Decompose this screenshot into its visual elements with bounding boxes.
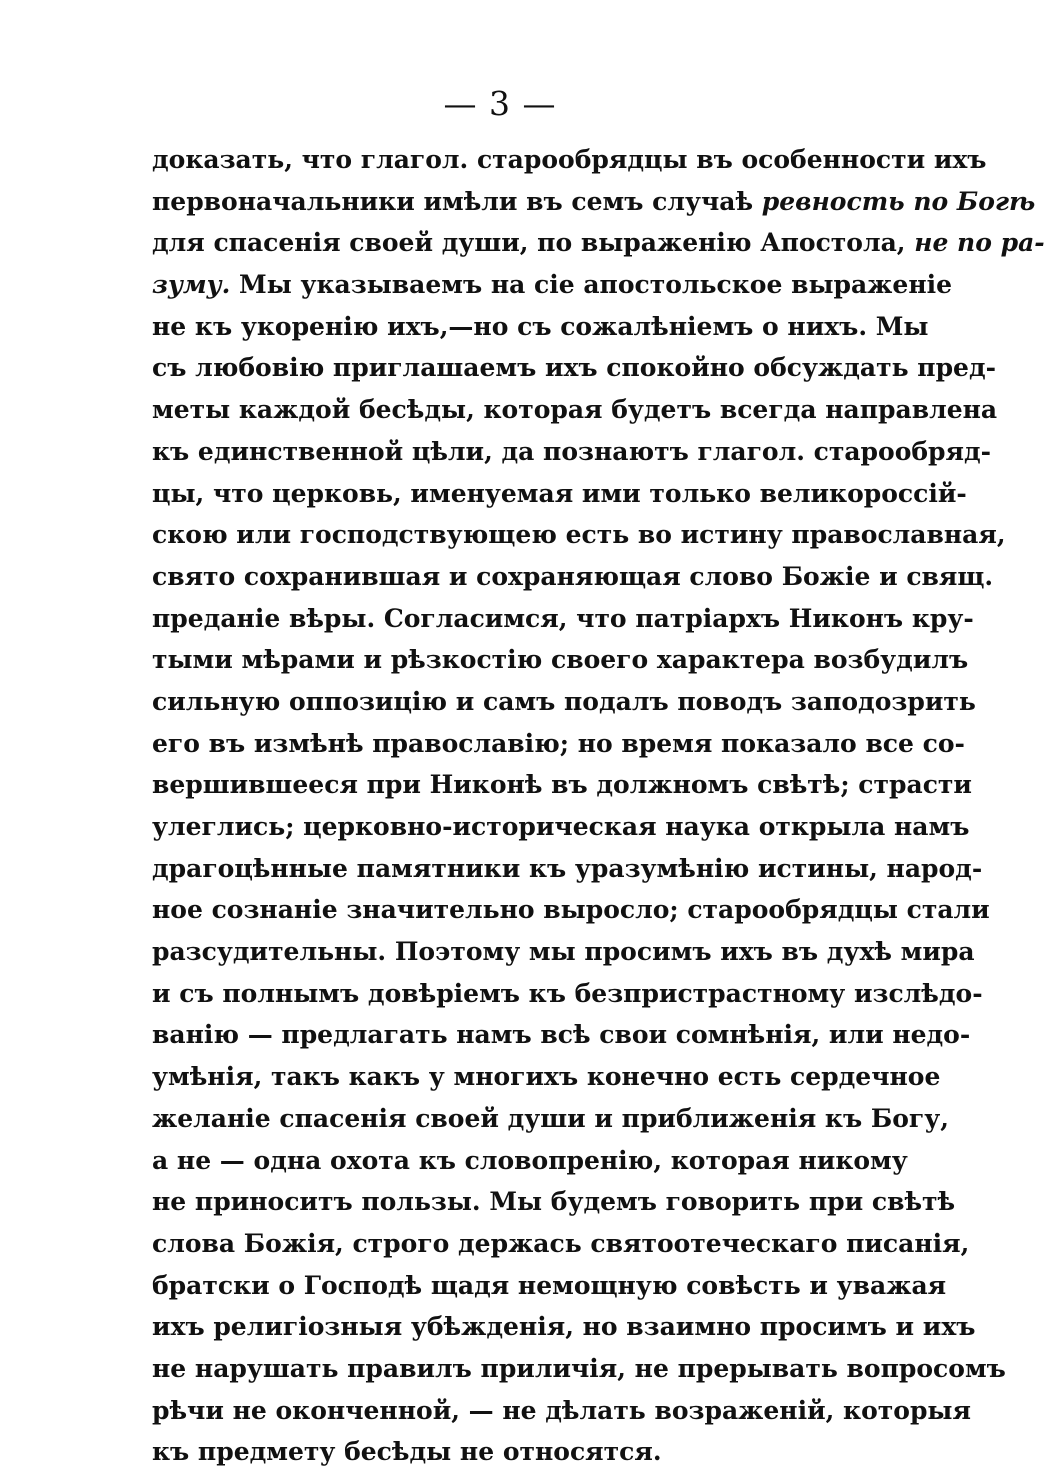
text-segment: ванію — предлагать намъ всѣ свои сомнѣнія, или недо-	[152, 1020, 971, 1050]
text-segment: преданіе вѣры. Согласимся, что патріархъ Никонъ кру-	[152, 603, 974, 633]
text-line	[152, 1223, 970, 1265]
text-segment: желаніе спасенія своей души и приближенія къ Богу,	[152, 1103, 949, 1133]
text-line	[152, 389, 998, 431]
text-segment: для спасенія своей души, по выраженію Апостола,	[152, 228, 915, 258]
text-segment: тыми мѣрами и рѣзкостію своего характера возбудилъ	[152, 645, 969, 675]
text-line	[152, 848, 983, 890]
text-line	[152, 598, 974, 640]
text-line	[152, 1181, 956, 1223]
text-line	[152, 1098, 949, 1140]
text-segment: сильную оппозицію и самъ подалъ поводъ заподозрить	[152, 686, 976, 716]
text-segment: не приноситъ пользы. Мы будемъ говорить при свѣтѣ	[152, 1187, 956, 1217]
text-line	[152, 1431, 852, 1473]
text-segment: свято сохранившая и сохраняющая слово Божіе и свящ.	[152, 561, 994, 591]
text-segment: не нарушать правилъ приличія, не прерывать вопросомъ	[152, 1353, 1006, 1383]
text-segment: драгоцѣнные памятники къ уразумѣнію истины, народ-	[152, 853, 983, 883]
text-line	[152, 1265, 947, 1307]
text-segment: къ единственной цѣли, да познаютъ глагол. старообряд-	[152, 436, 992, 466]
text-segment: улеглись; церковно-историческая наука открыла намъ	[152, 812, 970, 841]
text-line	[152, 222, 1045, 264]
text-line	[152, 1140, 908, 1182]
italic-segment: не по ра-	[914, 228, 1045, 258]
text-segment: къ предмету бесѣды не относятся.	[152, 1437, 662, 1467]
text-line	[152, 764, 972, 806]
text-line	[152, 931, 975, 973]
text-line	[152, 556, 994, 598]
text-line	[152, 139, 987, 181]
text-segment: слова Божія, строго держась святоотеческаго писанія,	[152, 1228, 970, 1258]
text-segment: умѣнія, такъ какъ у многихъ конечно есть сердечное	[152, 1062, 941, 1092]
text-segment: Мы указываемъ на сіе апостольское выраженіе	[230, 270, 953, 300]
text-segment: его въ измѣнѣ православію; но время показало все со-	[152, 728, 965, 758]
text-line	[152, 806, 970, 848]
italic-segment: зуму.	[152, 270, 231, 300]
text-line	[152, 681, 976, 723]
text-segment: первоначальники имѣли въ семъ случаѣ	[152, 186, 762, 216]
text-line	[152, 639, 969, 681]
text-line	[152, 1348, 1006, 1390]
text-line	[152, 1056, 941, 1098]
text-segment: съ любовію приглашаемъ ихъ спокойно обсуждать пред-	[152, 353, 996, 383]
text-line	[152, 723, 965, 765]
text-line	[152, 514, 1006, 556]
text-line	[152, 431, 992, 473]
text-line	[152, 347, 996, 389]
text-segment: и съ полнымъ довѣріемъ къ безпристрастному изслѣдо-	[152, 978, 983, 1008]
text-segment: братски о Господѣ щадя немощную совѣсть и уважая	[152, 1270, 947, 1300]
body-text	[152, 139, 1045, 1473]
italic-segment: ревность по Богѣ	[761, 186, 1036, 216]
text-line	[152, 181, 1036, 223]
text-segment: разсудительны. Поэтому мы просимъ ихъ въ духѣ мира	[152, 937, 975, 967]
text-line	[152, 473, 967, 515]
text-segment: доказать, что глагол. старообрядцы въ особенности ихъ	[152, 145, 987, 174]
text-line	[152, 889, 990, 931]
text-line	[152, 1306, 976, 1348]
text-line	[152, 973, 983, 1015]
text-segment: скою или господствующею есть во истину православная,	[152, 520, 1006, 550]
page-number: — 3 —	[443, 84, 557, 123]
text-line	[152, 1014, 971, 1056]
text-segment: вершившееся при Никонѣ въ должномъ свѣтѣ; страсти	[152, 770, 972, 800]
text-segment: рѣчи не оконченной, — не дѣлать возраженій, которыя	[152, 1395, 971, 1425]
text-line	[152, 306, 929, 348]
text-line	[152, 1390, 971, 1432]
text-segment: цы, что церковь, именуемая ими только великороссій-	[152, 478, 967, 508]
text-segment: меты каждой бесѣды, которая будетъ всегда направлена	[152, 395, 998, 425]
text-segment: ное сознаніе значительно выросло; старообрядцы стали	[152, 895, 990, 925]
text-segment: а не — одна охота къ словопренію, которая никому	[152, 1145, 908, 1175]
text-segment: ихъ религіозныя убѣжденія, но взаимно просимъ и ихъ	[152, 1312, 976, 1342]
text-line	[152, 264, 953, 306]
text-segment: не къ укоренію ихъ,—но съ сожалѣніемъ о нихъ. Мы	[152, 311, 929, 341]
